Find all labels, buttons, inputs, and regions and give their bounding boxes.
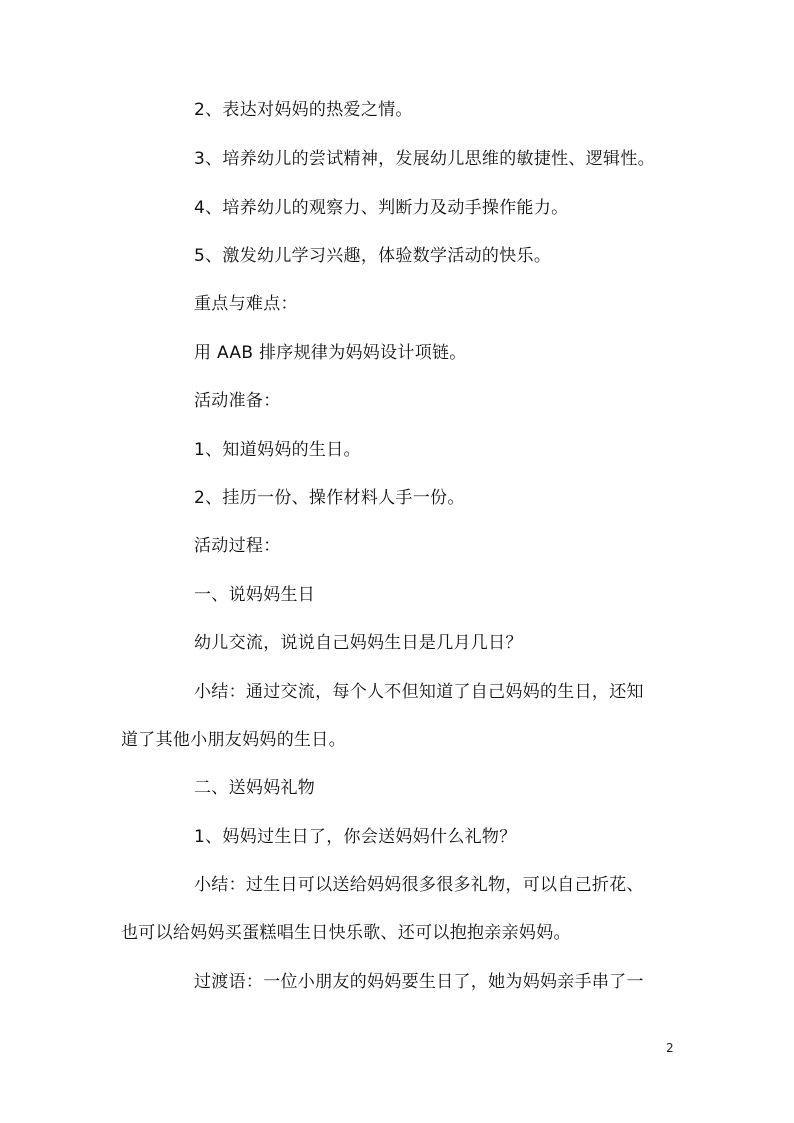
transition-text: 过渡语：一位小朋友的妈妈要生日了，她为妈妈亲手串了一 bbox=[194, 972, 644, 992]
key-point-text: 用 AAB 排序规律为妈妈设计项链。 bbox=[194, 343, 467, 363]
section-heading-key-points: 重点与难点： bbox=[194, 294, 298, 314]
section-heading-preparation: 活动准备： bbox=[194, 391, 281, 411]
preparation-item-1: 1、知道妈妈的生日。 bbox=[194, 440, 361, 460]
summary-1-line-2: 道了其他小朋友妈妈的生日。 bbox=[121, 730, 346, 750]
summary-2-line-2: 也可以给妈妈买蛋糕唱生日快乐歌、还可以抱抱亲亲妈妈。 bbox=[121, 923, 571, 943]
process-step-2-title: 二、送妈妈礼物 bbox=[194, 778, 316, 798]
process-step-1-text: 幼儿交流，说说自己妈妈生日是几月几日？ bbox=[194, 633, 523, 653]
section-heading-process: 活动过程： bbox=[194, 536, 281, 556]
objective-2: 2、表达对妈妈的热爱之情。 bbox=[194, 100, 413, 120]
process-step-1-title: 一、说妈妈生日 bbox=[194, 585, 316, 605]
summary-2-line-1: 小结：过生日可以送给妈妈很多很多礼物，可以自己折花、 bbox=[194, 875, 644, 895]
objective-3: 3、培养幼儿的尝试精神，发展幼儿思维的敏捷性、逻辑性。 bbox=[194, 149, 655, 169]
objective-5: 5、激发幼儿学习兴趣，体验数学活动的快乐。 bbox=[194, 246, 552, 266]
page-number: 2 bbox=[666, 1041, 674, 1055]
preparation-item-2: 2、挂历一份、操作材料人手一份。 bbox=[194, 488, 465, 508]
summary-1-line-1: 小结：通过交流，每个人不但知道了自己妈妈的生日，还知 bbox=[194, 682, 644, 702]
objective-4: 4、培养幼儿的观察力、判断力及动手操作能力。 bbox=[194, 198, 569, 218]
process-step-2-question: 1、妈妈过生日了，你会送妈妈什么礼物？ bbox=[194, 827, 517, 847]
